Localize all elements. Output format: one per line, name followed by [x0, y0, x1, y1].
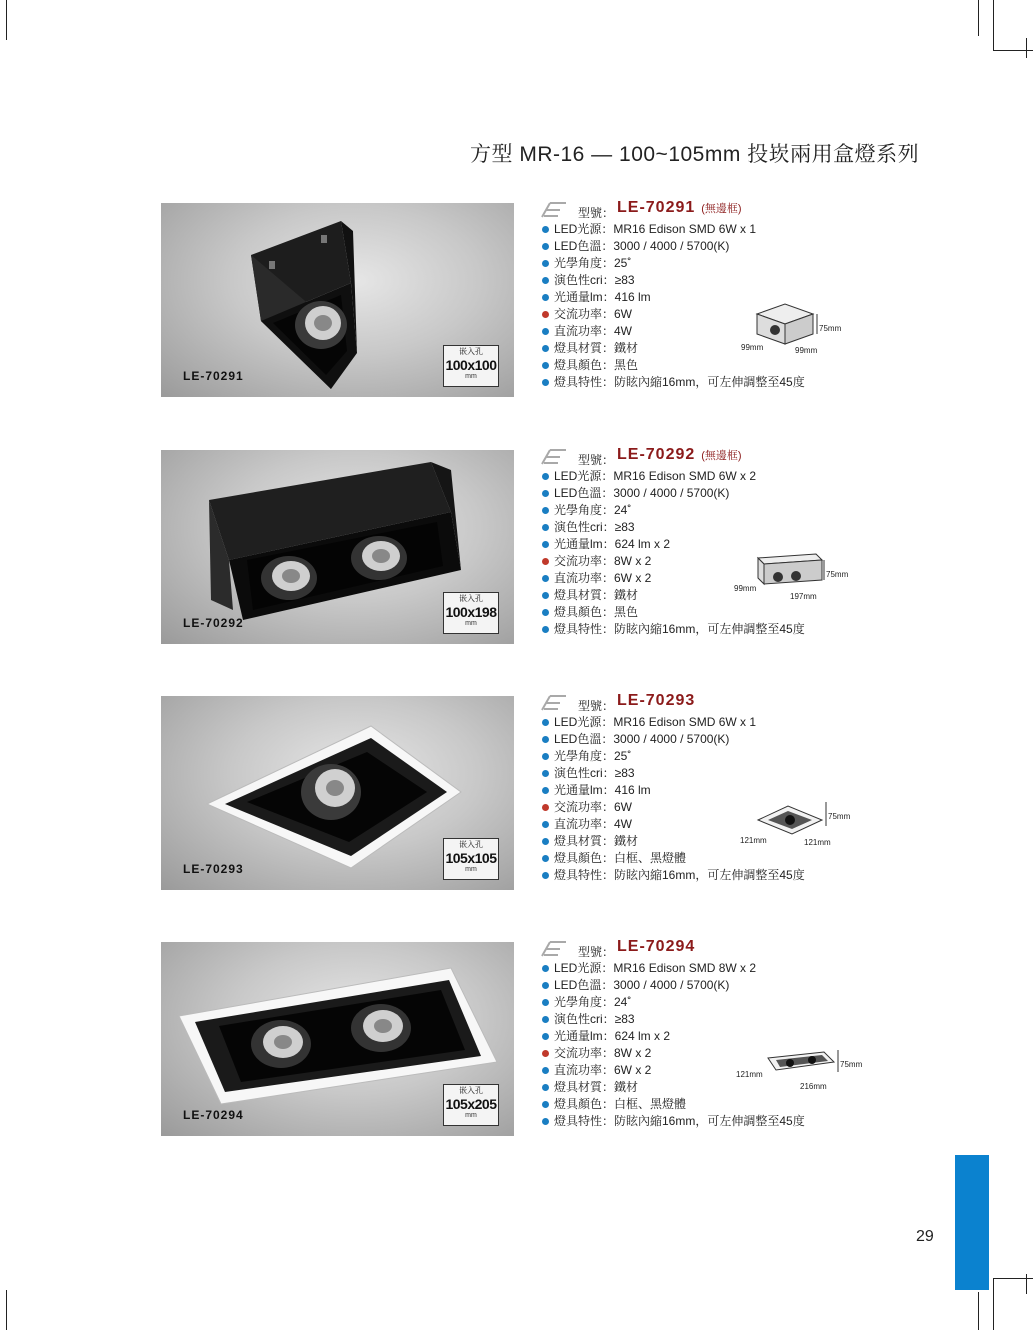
- spec-text: 光學角度：24˚: [554, 503, 632, 517]
- bullet-dot-icon: [542, 1084, 549, 1091]
- spec-item: [540, 485, 850, 502]
- bullet-dot-icon: [542, 1050, 549, 1057]
- bullet-dot-icon: [542, 575, 549, 582]
- product-spec: [540, 201, 850, 391]
- dimension-depth: 75mm: [826, 570, 849, 579]
- spec-text: 光通量lm：624 lm x 2: [554, 1029, 671, 1043]
- product-spec: [540, 940, 850, 1130]
- spec-item: [540, 604, 850, 621]
- section-tab: [955, 1155, 989, 1290]
- photo-model-label: LE-70293: [183, 862, 244, 876]
- bullet-dot-icon: [542, 592, 549, 599]
- cutout-label: 嵌入孔: [459, 347, 483, 356]
- spec-text: 光學角度：25˚: [554, 256, 632, 270]
- model-note: (無邊框): [701, 203, 742, 215]
- spec-text: 燈具特性：防眩內縮16mm，可左伸調整至45度: [554, 375, 805, 389]
- spec-item: [540, 374, 850, 391]
- bullet-dot-icon: [542, 855, 549, 862]
- cutout-unit: mm: [465, 373, 477, 380]
- crop-mark: [993, 1278, 994, 1330]
- spec-text: 燈具材質：鐵材: [554, 834, 639, 848]
- product-spec: [540, 448, 850, 638]
- spec-text: 直流功率：4W: [554, 817, 633, 831]
- spec-text: LED色溫：3000 / 4000 / 5700(K): [554, 486, 730, 500]
- spec-text: 燈具顏色：白框、黑燈體: [554, 851, 687, 865]
- spec-text: LED色溫：3000 / 4000 / 5700(K): [554, 978, 730, 992]
- spec-item: [540, 977, 850, 994]
- bullet-dot-icon: [542, 872, 549, 879]
- model-label: 型號：: [578, 945, 615, 959]
- le-logo-icon: [540, 694, 576, 712]
- spec-text: 燈具特性：防眩內縮16mm，可左伸調整至45度: [554, 1114, 805, 1128]
- spec-text: 交流功率：6W: [554, 800, 633, 814]
- spec-item: [540, 850, 850, 867]
- model-number: LE-70292: [617, 446, 696, 463]
- spec-text: 燈具顏色：黑色: [554, 358, 639, 372]
- model-note: (無邊框): [701, 450, 742, 462]
- spec-item: [540, 714, 850, 731]
- model-label: 型號：: [578, 206, 615, 220]
- crop-mark: [1026, 1274, 1027, 1294]
- spec-text: 燈具特性：防眩內縮16mm，可左伸調整至45度: [554, 868, 805, 882]
- spec-text: LED光源：MR16 Edison SMD 8W x 2: [554, 961, 757, 975]
- cutout-value: 100x198: [445, 604, 497, 620]
- photo-model-label: LE-70294: [183, 1108, 244, 1122]
- spec-item: [540, 867, 850, 884]
- spec-header: [540, 448, 850, 468]
- crop-mark: [1026, 38, 1027, 58]
- spec-item: [540, 238, 850, 255]
- bullet-dot-icon: [542, 1101, 549, 1108]
- dimension-width-b: 197mm: [790, 592, 817, 601]
- cutout-value: 105x105: [445, 850, 497, 866]
- bullet-dot-icon: [542, 558, 549, 565]
- spec-text: 燈具顏色：白框、黑燈體: [554, 1097, 687, 1111]
- cutout-size-badge: [443, 838, 499, 880]
- bullet-dot-icon: [542, 719, 549, 726]
- bullet-dot-icon: [542, 1067, 549, 1074]
- bullet-dot-icon: [542, 982, 549, 989]
- page-number: 29: [916, 1228, 934, 1245]
- spec-text: 燈具特性：防眩內縮16mm，可左伸調整至45度: [554, 622, 805, 636]
- spec-text: 光通量lm：624 lm x 2: [554, 537, 671, 551]
- spec-item: [540, 519, 850, 536]
- bullet-dot-icon: [542, 753, 549, 760]
- spec-text: 交流功率：8W x 2: [554, 554, 652, 568]
- dimension-depth: 75mm: [819, 324, 842, 333]
- dimension-width-a: 121mm: [736, 1070, 763, 1079]
- crop-mark: [978, 0, 979, 36]
- spec-item: [540, 255, 850, 272]
- le-logo-icon: [540, 448, 576, 466]
- spec-text: 光通量lm：416 lm: [554, 290, 651, 304]
- dimension-box-icon: [734, 1044, 864, 1094]
- cutout-size-badge: [443, 345, 499, 387]
- spec-item: [540, 960, 850, 977]
- spec-item: [540, 1028, 850, 1045]
- spec-text: 光通量lm：416 lm: [554, 783, 651, 797]
- le-logo-icon: [540, 940, 576, 958]
- spec-text: 光學角度：25˚: [554, 749, 632, 763]
- spec-item: [540, 765, 850, 782]
- bullet-dot-icon: [542, 999, 549, 1006]
- dimension-width-b: 99mm: [795, 346, 818, 355]
- spec-text: 燈具材質：鐵材: [554, 341, 639, 355]
- model-label: 型號：: [578, 699, 615, 713]
- model-code: [617, 446, 742, 464]
- cutout-unit: mm: [465, 620, 477, 627]
- bullet-dot-icon: [542, 243, 549, 250]
- dimension-drawing: [738, 796, 858, 852]
- dimension-width-b: 216mm: [800, 1082, 827, 1091]
- spec-item: [540, 502, 850, 519]
- spec-item: [540, 994, 850, 1011]
- model-number: LE-70291: [617, 199, 696, 216]
- spec-text: 直流功率：4W: [554, 324, 633, 338]
- cutout-label: 嵌入孔: [459, 840, 483, 849]
- bullet-dot-icon: [542, 821, 549, 828]
- spec-text: 光學角度：24˚: [554, 995, 632, 1009]
- spec-text: 演色性cri：≥83: [554, 273, 635, 287]
- spec-text: LED光源：MR16 Edison SMD 6W x 2: [554, 469, 757, 483]
- bullet-dot-icon: [542, 965, 549, 972]
- cutout-unit: mm: [465, 1112, 477, 1119]
- spec-text: 演色性cri：≥83: [554, 520, 635, 534]
- dimension-width-a: 121mm: [740, 836, 767, 845]
- spec-text: 演色性cri：≥83: [554, 1012, 635, 1026]
- model-number: LE-70293: [617, 692, 696, 709]
- spec-header: [540, 201, 850, 221]
- crop-mark: [993, 1278, 1033, 1279]
- bullet-dot-icon: [542, 294, 549, 301]
- spec-text: 燈具材質：鐵材: [554, 588, 639, 602]
- cutout-unit: mm: [465, 866, 477, 873]
- spec-text: 交流功率：8W x 2: [554, 1046, 652, 1060]
- bullet-dot-icon: [542, 770, 549, 777]
- model-code: [617, 692, 701, 710]
- bullet-dot-icon: [542, 490, 549, 497]
- dimension-width-b: 121mm: [804, 838, 831, 847]
- crop-mark: [993, 50, 1033, 51]
- bullet-dot-icon: [542, 226, 549, 233]
- bullet-dot-icon: [542, 345, 549, 352]
- bullet-dot-icon: [542, 609, 549, 616]
- model-code: [617, 199, 742, 217]
- bullet-dot-icon: [542, 626, 549, 633]
- product-photo: [161, 696, 514, 890]
- spec-header: [540, 694, 850, 714]
- dimension-drawing: [735, 300, 845, 358]
- spec-header: [540, 940, 850, 960]
- product-photo: [161, 450, 514, 644]
- cutout-label: 嵌入孔: [459, 594, 483, 603]
- bullet-dot-icon: [542, 736, 549, 743]
- spec-text: 燈具材質：鐵材: [554, 1080, 639, 1094]
- bullet-dot-icon: [542, 260, 549, 267]
- spec-item: [540, 748, 850, 765]
- spec-item: [540, 1011, 850, 1028]
- photo-model-label: LE-70291: [183, 369, 244, 383]
- spec-text: 燈具顏色：黑色: [554, 605, 639, 619]
- product-photo: [161, 203, 514, 397]
- dimension-depth: 75mm: [828, 812, 851, 821]
- spec-item: [540, 731, 850, 748]
- crop-mark: [6, 0, 7, 40]
- spec-item: [540, 468, 850, 485]
- spec-text: 交流功率：6W: [554, 307, 633, 321]
- cutout-size-badge: [443, 1084, 499, 1126]
- crop-mark: [6, 1290, 7, 1330]
- bullet-dot-icon: [542, 787, 549, 794]
- bullet-dot-icon: [542, 524, 549, 531]
- le-logo-icon: [540, 201, 576, 219]
- dimension-depth: 75mm: [840, 1060, 863, 1069]
- bullet-dot-icon: [542, 379, 549, 386]
- bullet-dot-icon: [542, 311, 549, 318]
- bullet-dot-icon: [542, 362, 549, 369]
- crop-mark: [978, 1292, 979, 1330]
- dimension-drawing: [732, 550, 852, 602]
- page-title: 方型 MR-16 — 100~105mm 投崁兩用盒燈系列: [470, 143, 920, 166]
- bullet-dot-icon: [542, 328, 549, 335]
- model-label: 型號：: [578, 453, 615, 467]
- bullet-dot-icon: [542, 838, 549, 845]
- spec-text: LED色溫：3000 / 4000 / 5700(K): [554, 239, 730, 253]
- spec-item: [540, 357, 850, 374]
- bullet-dot-icon: [542, 473, 549, 480]
- bullet-dot-icon: [542, 507, 549, 514]
- bullet-dot-icon: [542, 277, 549, 284]
- bullet-dot-icon: [542, 1033, 549, 1040]
- spec-item: [540, 221, 850, 238]
- photo-model-label: LE-70292: [183, 616, 244, 630]
- model-number: LE-70294: [617, 938, 696, 955]
- cutout-label: 嵌入孔: [459, 1086, 483, 1095]
- cutout-value: 100x100: [445, 357, 497, 373]
- spec-text: 直流功率：6W x 2: [554, 1063, 652, 1077]
- spec-item: [540, 621, 850, 638]
- bullet-dot-icon: [542, 1016, 549, 1023]
- dimension-width-a: 99mm: [734, 584, 757, 593]
- model-code: [617, 938, 701, 956]
- cutout-size-badge: [443, 592, 499, 634]
- spec-text: LED色溫：3000 / 4000 / 5700(K): [554, 732, 730, 746]
- bullet-dot-icon: [542, 1118, 549, 1125]
- spec-text: 演色性cri：≥83: [554, 766, 635, 780]
- crop-mark: [993, 0, 994, 50]
- bullet-dot-icon: [542, 804, 549, 811]
- spec-text: LED光源：MR16 Edison SMD 6W x 1: [554, 715, 757, 729]
- spec-item: [540, 1113, 850, 1130]
- spec-item: [540, 1096, 850, 1113]
- bullet-dot-icon: [542, 541, 549, 548]
- spec-text: 直流功率：6W x 2: [554, 571, 652, 585]
- spec-text: LED光源：MR16 Edison SMD 6W x 1: [554, 222, 757, 236]
- dimension-drawing: [734, 1044, 864, 1094]
- product-photo: [161, 942, 514, 1136]
- spec-item: [540, 272, 850, 289]
- cutout-value: 105x205: [445, 1096, 497, 1112]
- product-spec: [540, 694, 850, 884]
- dimension-width-a: 99mm: [741, 343, 764, 352]
